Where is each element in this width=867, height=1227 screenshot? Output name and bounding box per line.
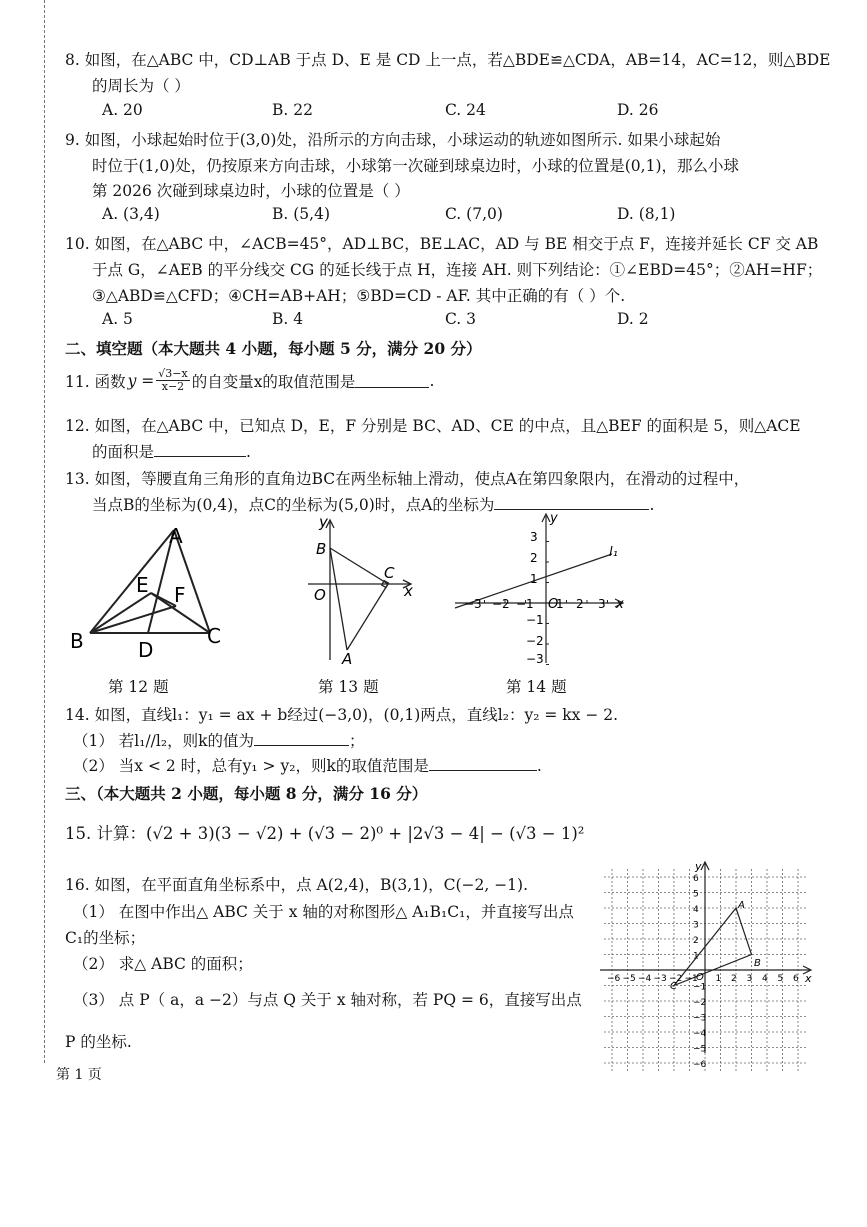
q14-part2: （2） 当x < 2 时，总有y₁ > y₂，则k的取值范围是 [73, 757, 429, 775]
fig16-axis-x: x [805, 972, 812, 985]
fig12-label-c: C [207, 624, 221, 648]
fig16-ytick: −5 [693, 1044, 707, 1055]
fig12-label-d: D [138, 638, 154, 662]
fig12-label-f: F [174, 583, 186, 607]
page-footer: 第 1 页 [56, 1067, 102, 1083]
q10-line2: 于点 G，∠AEB 的平分线交 CG 的延长线于点 H，连接 AH. 则下列结论：①∠EBD=45°；②AH=HF； [92, 261, 823, 279]
fig16-xtick: 4 [762, 974, 768, 984]
fig16-xtick: −5 [622, 974, 636, 984]
q16-part2: （2） 求△ ABC 的面积； [73, 955, 253, 973]
fig16-ytick: 1 [693, 951, 699, 962]
fig13-label-a: A [342, 650, 353, 668]
q10-option-a: A. 5 [102, 310, 133, 328]
fig14-caption: 第 14 题 [506, 678, 567, 696]
q11-suffix: 的自变量x的取值范围是 [191, 372, 356, 391]
q14-part1-end: ； [348, 732, 365, 750]
fig16-ytick: −6 [693, 1060, 707, 1070]
fig12-label-e: E [136, 573, 149, 597]
q14-part2-end: . [536, 757, 542, 775]
figure-14 [450, 508, 630, 668]
q14-part1-blank[interactable] [254, 731, 349, 746]
fig14-axis-y: y [550, 511, 558, 526]
q11-numerator: √3−x [158, 367, 188, 380]
q14-line1: 14. 如图，直线l₁：y₁ = ax + b经过(−3,0)，(0,1)两点，直线l₂：y₂ = kx − 2. [65, 706, 619, 724]
fig16-ytick: 3 [693, 920, 699, 931]
fig14-xtick-2: 2 [576, 597, 584, 611]
fig14-xtick-neg1: −1 [516, 597, 534, 611]
fig16-label-b: B [754, 958, 761, 969]
q13-line2: 当点B的坐标为(0,4)，点C的坐标为(5,0)时，点A的坐标为 [92, 496, 495, 514]
fig16-xtick: −2 [669, 974, 683, 984]
fig16-axis-y: y [695, 860, 702, 873]
fig14-xtick-3: 3 [598, 597, 606, 611]
q10-option-d: D. 2 [617, 310, 649, 328]
section-2-heading: 二、填空题（本大题共 4 小题，每小题 5 分，满分 20 分） [65, 339, 482, 358]
q15-text: 15. 计算：(√2 + 3)(3 − √2) + (√3 − 2)⁰ + |2√3 − 4| − (√3 − 1)² [65, 824, 585, 843]
fig12-caption: 第 12 题 [108, 678, 169, 696]
q9-option-a: A. (3,4) [102, 205, 160, 223]
q8-option-c: C. 24 [445, 101, 486, 119]
fig14-line-label: l₁ [609, 545, 618, 560]
fig13-label-y: y [319, 513, 328, 531]
q14-part1-wrap [73, 729, 364, 751]
q11-func: y = [127, 371, 155, 390]
q14-part2-wrap [73, 754, 542, 776]
fig16-ytick: 2 [693, 936, 699, 946]
fig13-segment-ab [330, 548, 347, 650]
q16-part1a: （1） 在图中作出△ ABC 关于 x 轴的对称图形△ A₁B₁C₁，并直接写出点 [73, 903, 574, 921]
fig16-origin: O [696, 972, 704, 983]
fig13-label-o: O [314, 586, 326, 604]
figure-16 [598, 858, 818, 1070]
fig16-xtick: −3 [653, 974, 667, 984]
fig16-xtick: 5 [777, 974, 784, 984]
q11-end: . [429, 371, 435, 390]
fig13-label-b: B [316, 540, 327, 558]
figure-13 [300, 510, 430, 670]
section-3-heading: 三、（本大题共 2 小题，每小题 8 分，满分 16 分） [65, 784, 428, 803]
fig16-xtick: 2 [731, 974, 737, 984]
fig16-xtick: −6 [607, 974, 621, 984]
fig13-segment-bc [330, 548, 388, 584]
q10-line1: 10. 如图，在△ABC 中，∠ACB=45°，AD⊥BC，BE⊥AC，AD 与 BE 相交于点 F，连接并延长 CF 交 AB [65, 235, 819, 253]
fig13-caption: 第 13 题 [318, 678, 379, 696]
fig12-segment-bf [90, 606, 176, 633]
fig14-axis-x: x [616, 597, 624, 612]
q12-line2-wrap [92, 440, 251, 462]
fig16-ytick: 5 [693, 889, 699, 900]
fig14-ytick-neg1: −1 [526, 613, 544, 627]
fig14-xtick-1: 1 [556, 597, 564, 611]
q8-option-b: B. 22 [272, 101, 313, 119]
q9-option-d: D. (8,1) [617, 205, 676, 223]
fig16-xtick: 3 [746, 974, 753, 984]
fig16-label-a: A [738, 900, 745, 911]
q14-part2-blank[interactable] [429, 756, 537, 771]
fig16-ytick: −3 [693, 1013, 707, 1024]
q11-answer-blank[interactable] [355, 373, 429, 388]
fig13-label-c: C [384, 564, 395, 582]
figure-12 [68, 520, 238, 660]
q16-part3b: P 的坐标. [65, 1033, 132, 1051]
q10-option-c: C. 3 [445, 310, 477, 328]
fig16-xtick: −1 [684, 974, 698, 984]
fig14-ytick-neg3: −3 [526, 652, 544, 666]
q11 [65, 368, 434, 393]
q9-line3: 第 2026 次碰到球桌边时，小球的位置是（ ） [92, 182, 410, 200]
q8-option-d: D. 26 [617, 101, 659, 119]
fig16-ytick: −4 [693, 1029, 707, 1039]
q16-part3: （3） 点 P（ a，a −2）与点 Q 关于 x 轴对称，若 PQ = 6，直接写出点 [73, 991, 582, 1009]
binding-margin-line [44, 0, 46, 1063]
fig16-xtick: −4 [638, 974, 652, 984]
fig16-xtick: 1 [715, 974, 722, 984]
fig14-ytick-3: 3 [530, 530, 538, 544]
q13-line1: 13. 如图，等腰直角三角形的直角边BC在两坐标轴上滑动，使点A在第四象限内，在滑动的过程中， [65, 470, 750, 488]
q9-option-c: C. (7,0) [445, 205, 503, 223]
q9-option-b: B. (5,4) [272, 205, 330, 223]
q12-line2: 的面积是 [92, 443, 155, 461]
fig16-ytick: 4 [693, 905, 699, 915]
fig16-xtick: 6 [793, 974, 799, 984]
q11-fraction [156, 368, 189, 393]
fig13-label-x: x [404, 582, 413, 600]
fig14-xtick-neg2: −2 [492, 597, 510, 611]
q9-line1: 9. 如图，小球起始时位于(3,0)处，沿所示的方向击球，小球运动的轨迹如图所示. 如果小球起始 [65, 131, 721, 149]
q11-denominator: x−2 [161, 380, 185, 393]
q8-line2: 的周长为（ ） [92, 77, 190, 95]
q16-part1b: C₁的坐标； [65, 929, 146, 947]
q8-option-a: A. 20 [102, 101, 143, 119]
q13-end: . [649, 496, 655, 514]
fig14-ytick-2: 2 [530, 551, 538, 565]
q14-part1: （1） 若l₁//l₂，则k的值为 [73, 732, 254, 750]
q11-prefix: 11. 函数 [65, 372, 126, 391]
q16-line1: 16. 如图，在平面直角坐标系中，点 A(2,4)，B(3,1)，C(−2, −1). [65, 876, 529, 894]
fig16-ytick: −1 [693, 982, 707, 993]
fig12-label-b: B [70, 629, 84, 653]
fig16-ytick: −2 [693, 998, 707, 1008]
fig12-label-a: A [169, 524, 183, 548]
q12-end: . [246, 443, 251, 461]
q9-line2: 时位于(1,0)处，仍按原来方向击球，小球第一次碰到球桌边时，小球的位置是(0,1)，那么小球 [92, 157, 739, 175]
fig14-origin: O [548, 597, 559, 612]
fig16-label-c: C [670, 981, 677, 992]
q12-line1: 12. 如图，在△ABC 中，已知点 D，E，F 分别是 BC、AD、CE 的中点，且△BEF 的面积是 5，则△ACE [65, 417, 801, 435]
fig13-segment-ca [347, 584, 388, 650]
fig14-ytick-1: 1 [530, 572, 538, 586]
fig14-xtick-neg3: −3 [464, 597, 482, 611]
q10-option-b: B. 4 [272, 310, 304, 328]
q12-answer-blank[interactable] [154, 442, 246, 457]
fig14-ytick-neg2: −2 [526, 634, 544, 648]
fig16-ytick: 6 [693, 874, 699, 884]
q8-line1: 8. 如图，在△ABC 中，CD⊥AB 于点 D、E 是 CD 上一点，若△BDE≌△CDA，AB=14，AC=12，则△BDE [65, 51, 831, 69]
q10-line3: ③△ABD≌△CFD；④CH=AB+AH；⑤BD=CD - AF. 其中正确的有（ ）个. [92, 287, 626, 305]
fig12-segment-be [90, 593, 151, 633]
